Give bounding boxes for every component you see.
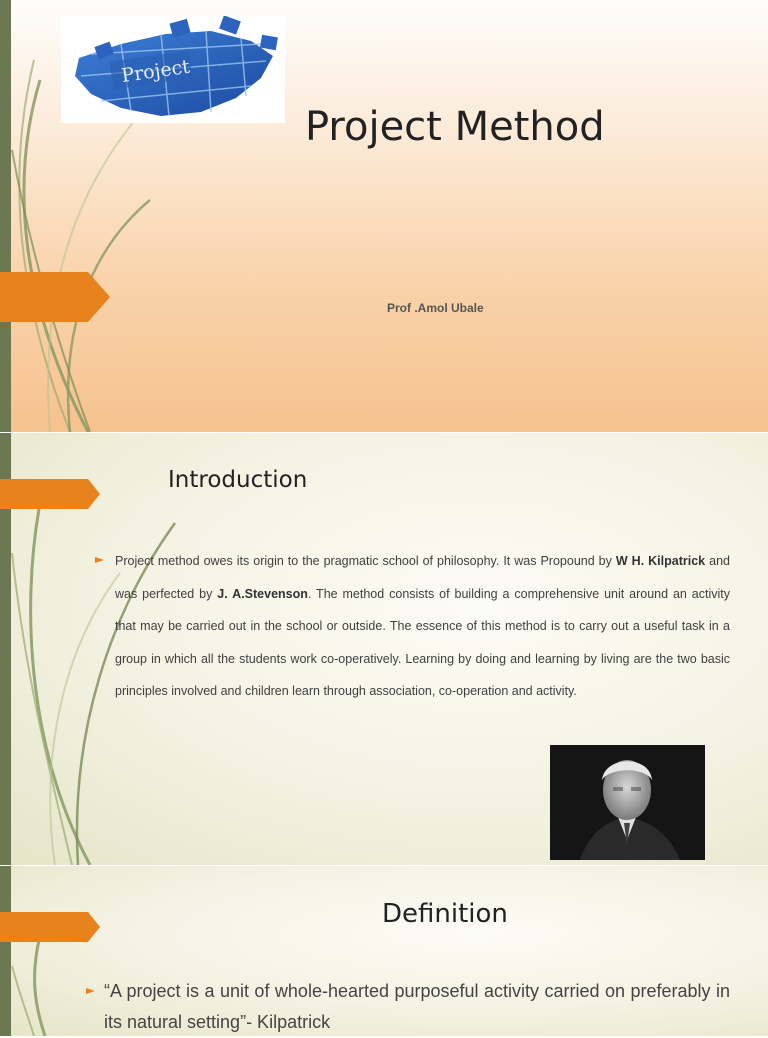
definition-quote: “A project is a unit of whole-hearted purposeful activity carried on preferably in its natural setting”- Kilpatrick	[104, 981, 730, 1032]
project-puzzle-logo	[61, 16, 285, 123]
intro-text-1: Project method owes its origin to the pragmatic school of philosophy. It was Propound by	[115, 554, 616, 568]
introduction-heading: Introduction	[168, 467, 308, 493]
orange-tab-marker	[0, 912, 100, 942]
intro-bold-kilpatrick: W H. Kilpatrick	[615, 554, 706, 568]
author-name: Prof .Amol Ubale	[387, 301, 484, 315]
sidebar-strip	[0, 866, 11, 1036]
kilpatrick-portrait-photo	[550, 745, 705, 860]
intro-text-3: . The method consists of building a comprehensive unit around an activity that may be carried out in the school or outside. The essence of this method is to carry out a useful task in a group in which all the students work co-operatively. Learning by doing and learning by living are the two basic principles involved and children learn through association, co-operation and activity.	[115, 586, 730, 699]
logo-text: Project	[120, 55, 192, 88]
intro-bold-stevenson: J. A.Stevenson	[217, 586, 308, 601]
intro-text-2: and was perfected by	[115, 554, 730, 601]
orange-tab-marker	[0, 479, 100, 509]
sidebar-strip	[0, 0, 11, 432]
presentation-title: Project Method	[305, 104, 605, 150]
orange-tab-marker	[0, 272, 110, 322]
bullet-arrow-icon	[95, 557, 104, 563]
introduction-paragraph	[115, 545, 730, 708]
title-slide	[0, 0, 768, 432]
bullet-arrow-icon	[86, 988, 95, 994]
definition-heading: Definition	[382, 899, 508, 929]
